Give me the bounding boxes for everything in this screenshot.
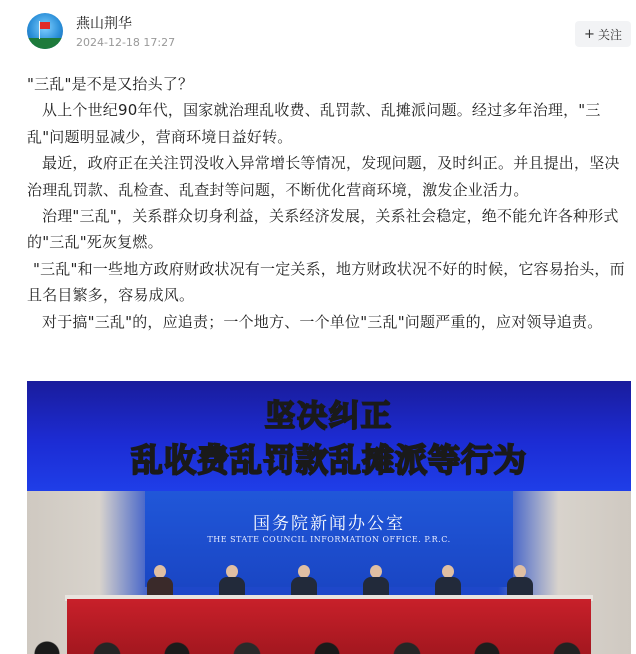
speaker-figure: [289, 565, 319, 599]
article-paragraph: 对于搞"三乱"的，应追责；一个地方、一个单位"三乱"问题严重的，应对领导追责。: [42, 312, 603, 331]
speaker-figure: [145, 565, 175, 599]
speaker-figure: [217, 565, 247, 599]
article-paragraph: 最近，政府正在关注罚没收入异常增长等情况，发现问题，及时纠正。并且提出，坚决治理乱罚款、乱检查、乱查封等问题，不断优化营商环境，激发企业活力。: [27, 154, 620, 199]
avatar-ground: [27, 38, 63, 49]
post-timestamp: 2024-12-18 17:27: [76, 36, 176, 49]
office-name-cn: 国务院新闻办公室: [253, 514, 405, 534]
speaker-figure: [433, 565, 463, 599]
speaker-figure: [361, 565, 391, 599]
avatar[interactable]: [27, 13, 63, 49]
article-paragraph: 从上个世纪90年代，国家就治理乱收费、乱罚款、乱摊派问题。经过多年治理，"三乱"问题明显减少，营商环境日益好转。: [27, 101, 601, 146]
author-name[interactable]: 燕山荆华: [76, 16, 132, 32]
article-paragraph: "三乱"和一些地方政府财政状况有一定关系，地方财政状况不好的时候，它容易抬头，而且名目繁多，容易成风。: [27, 259, 625, 305]
news-video-frame[interactable]: [27, 381, 631, 654]
plus-icon: +: [584, 26, 595, 42]
article-question: "三乱"是不是又抬头了？: [27, 75, 194, 93]
banner-subheadline: 乱收费乱罚款乱摊派等行为: [130, 441, 527, 479]
post-header: [0, 0, 636, 62]
article-body: [27, 71, 631, 335]
press-conference-stage: [27, 491, 631, 654]
speaker-figure: [505, 565, 535, 599]
audience-silhouettes: [27, 626, 631, 654]
follow-button[interactable]: [575, 21, 631, 47]
banner-headline: 坚决纠正: [265, 399, 393, 434]
video-banner: [27, 381, 631, 491]
article-paragraph: 治理"三乱"，关系群众切身利益，关系经济发展，关系社会稳定，绝不能允许各种形式的"三乱"死灰复燃。: [27, 207, 619, 252]
avatar-flag-icon: [40, 22, 50, 29]
office-name-en: THE STATE COUNCIL INFORMATION OFFICE. P.R.C.: [207, 535, 451, 544]
follow-label: 关注: [597, 27, 622, 42]
